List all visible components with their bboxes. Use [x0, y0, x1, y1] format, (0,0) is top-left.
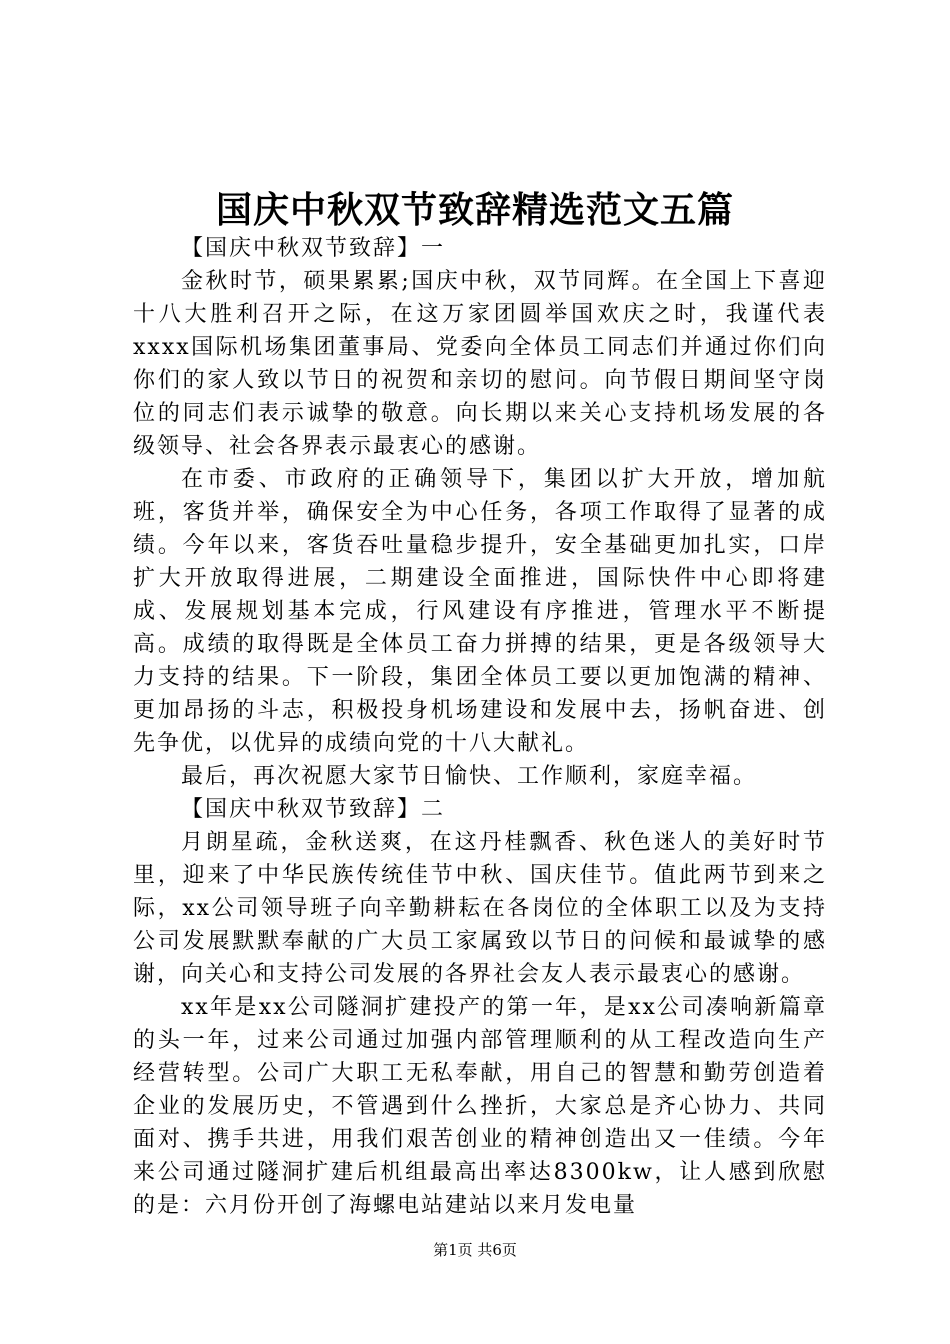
page-footer: 第1页 共6页 — [433, 1241, 517, 1259]
paragraph: 金秋时节，硕果累累;国庆中秋，双节同辉。在全国上下喜迎十八大胜利召开之际，在这万家团圆举国欢庆之时，我谨代表xxxx国际机场集团董事局、党委向全体员工同志们并通过你们向你们的家人致以节日的祝贺和亲切的慰问。向节假日期间坚守岗位的同志们表示诚挚的敬意。向长期以来关心支持机场发展的各级领导、社会各界表示最衷心的感谢。 — [133, 269, 827, 459]
document-body — [133, 232, 827, 1222]
paragraph: 最后，再次祝愿大家节日愉快、工作顺利，家庭幸福。 — [181, 764, 758, 789]
paragraph: 在市委、市政府的正确领导下，集团以扩大开放，增加航班，客货并举，确保安全为中心任务，各项工作取得了显著的成绩。今年以来，客货吞吐量稳步提升，安全基础更加扎实，口岸扩大开放取得进展，二期建设全面推进，国际快件中心即将建成、发展规划基本完成，行风建设有序推进，管理水平不断提高。成绩的取得既是全体员工奋力拼搏的结果，更是各级领导大力支持的结果。下一阶段，集团全体员工要以更加饱满的精神、更加昂扬的斗志，积极投身机场建设和发展中去，扬帆奋进、创先争优，以优异的成绩向党的十八大献礼。 — [133, 467, 827, 756]
paragraph: 月朗星疏，金秋送爽，在这丹桂飘香、秋色迷人的美好时节里，迎来了中华民族传统佳节中秋、国庆佳节。值此两节到来之际，xx公司领导班子向辛勤耕耘在各岗位的全体职工以及为支持公司发展默默奉献的广大员工家属致以节日的问候和最诚挚的感谢，向关心和支持公司发展的各界社会友人表示最衷心的感谢。 — [133, 830, 827, 987]
section-heading-2: 【国庆中秋双节致辞】二 — [181, 797, 446, 822]
section-heading-1: 【国庆中秋双节致辞】一 — [181, 236, 446, 261]
document-title: 国庆中秋双节致辞精选范文五篇 — [215, 189, 734, 231]
paragraph: xx年是xx公司隧洞扩建投产的第一年，是xx公司凑响新篇章的头一年，过来公司通过加强内部管理顺利的从工程改造向生产经营转型。公司广大职工无私奉献，用自己的智慧和勤劳创造着企业的发展历史，不管遇到什么挫折，大家总是齐心协力、共同面对、携手共进，用我们艰苦创业的精神创造出又一佳绩。今年来公司通过隧洞扩建后机组最高出率达8300kw，让人感到欣慰的是：六月份开创了海螺电站建站以来月发电量 — [133, 995, 827, 1218]
